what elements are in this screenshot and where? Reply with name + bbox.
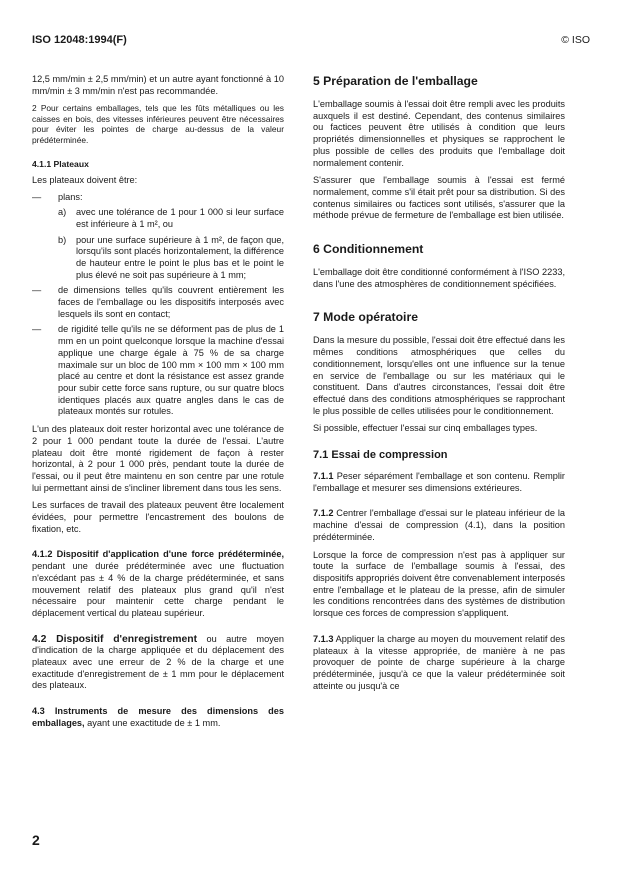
sub-item-b (58, 235, 284, 282)
list-item-text: de rigidité telle qu'ils ne se déforment pas de plus de 1 mm en un point quelconque lorsque la machine d'essai applique une charge égale à 75 % de sa charge maximale sur un bloc de 100 mm × 100 mm × 100 mm placé au centre et dont la résistance est assez grande pour subir cette force sans rupture, ou sur quatre blocs identiques placés aux quatre angles dans le cas de plateaux montés sur rotules. (58, 324, 284, 417)
clause-text: Centrer l'emballage d'essai sur le plateau inférieur de la machine d'essai de compression (4.1), dans la position prédéterminée. (313, 508, 565, 542)
clause-title: 4.2 Dispositif d'enregistrement (32, 633, 198, 645)
sub-item-text: avec une tolérance de 1 pour 1 000 si leur surface est inférieure à 1 m², ou (76, 207, 284, 229)
right-column (313, 74, 565, 698)
clause-text: ayant une exactitude de ± 1 mm. (84, 717, 221, 728)
clause-text: Appliquer la charge au moyen du mouvement relatif des plateaux à la vitesse appropriée, de manière à ne pas provoquer de pointe de charge supérieure à la charge prédéterminée, jusqu'à ce que la valeur prédéterminée soit atteinte ou jusqu'à ce (313, 633, 565, 691)
sub-item-text: pour une surface supérieure à 1 m², de façon que, lorsqu'ils sont placés horizontalement, la différence de hauteur entre le point le plus bas et le point le plus élevé ne soit pas supérieure à 1 mm; (76, 234, 284, 280)
paragraph-level: L'un des plateaux doit rester horizontal avec une tolérance de 2 pour 1 000 pendant toute la durée de l'essai. L'autre plateau doit être monté rigidement de façon à rester horizontal, à 2 pour 1 000 près, pendant toute la durée de l'essai, ou il peut être maintenu en son centre par une rotule lui permettant ainsi de s'incliner librement dans tous les sens. (32, 424, 284, 493)
clause-4-2 (32, 634, 284, 693)
left-column (32, 74, 284, 736)
list-item-text: plans: (58, 192, 83, 203)
standard-reference: ISO 12048:1994(F) (32, 34, 127, 46)
clause-number: 7.1.2 (313, 508, 334, 519)
sub-item-a (58, 207, 284, 230)
clause-title: 4.1.2 Dispositif d'application d'une force prédéterminée, (32, 549, 284, 560)
clause-text: pendant une durée prédéterminée avec une fluctuation n'excédant pas ± 4 % de la charge prédéterminée, et sans mouvement relatif des plateaux plus grand qu'il n'est nécessaire pour maintenir cette charge pendant le déplacement vertical du plateau supérieur. (32, 561, 284, 618)
heading-clause-5: 5 Préparation de l'emballage (313, 74, 478, 88)
paragraph-continued: 12,5 mm/min ± 2,5 mm/min) et un autre ayant fonctionné à 10 mm/min ± 3 mm/min n'est pas recommandée. (32, 74, 284, 96)
list-item (32, 285, 284, 320)
clause-7-1-2 (313, 508, 565, 543)
paragraph-7b: Si possible, effectuer l'essai sur cinq emballages types. (313, 423, 538, 434)
clause-text: Peser séparément l'emballage et son contenu. Remplir l'emballage et mesurer ses dimensions extérieures. (313, 471, 565, 493)
paragraph-7-1-2b: Lorsque la force de compression n'est pas à appliquer sur toute la surface de l'emballage soumis à l'essai, des dispositifs appropriés doivent être convenablement interposés entre l'emballage et le plateau de la presse, afin de simuler les conditions rencontrées dans des systèmes de distribution lorsque ces forces de compression s'appliquent. (313, 549, 565, 619)
clause-number: 7.1.3 (313, 633, 334, 644)
plateaux-intro: Les plateaux doivent être: (32, 174, 138, 185)
list-item-text: de dimensions telles qu'ils couvrent entièrement les faces de l'emballage ou les dispositifs interposés avec lesquels ils sont en contact; (58, 285, 284, 319)
copyright-mark: © ISO (561, 34, 590, 46)
heading-7-1: 7.1 Essai de compression (313, 449, 448, 462)
plateaux-requirements-list (32, 192, 284, 418)
clause-number: 7.1.1 (313, 471, 334, 482)
paragraph-surfaces: Les surfaces de travail des plateaux peuvent être localement évidées, pour permettre l'encastrement des boulons de fixation, etc. (32, 500, 284, 534)
dash-marker: — (32, 324, 42, 335)
clause-4-1-2 (32, 549, 284, 619)
clause-title: 4.3 Instruments de mesure des dimensions des emballages, (32, 706, 284, 728)
dash-marker: — (32, 192, 42, 203)
paragraph-5a: L'emballage soumis à l'essai doit être rempli avec les produits auxquels il est destiné. Cependant, des contenus similaires ou factices peuvent être utilisés à condition que leurs propriétés dimensionnelles et physiques se rapprochent le plus possible de celles des produits que l'emballage doit normalement contenir. (313, 99, 565, 168)
clause-4-3 (32, 706, 284, 729)
sub-item-marker: a) (58, 207, 67, 218)
paragraph-5b: S'assurer que l'emballage soumis à l'essai est fermé normalement, comme s'il était prêt pour sa distribution. Si des contenus similaires ou factices sont utilisés, s'assurer que la méthode prévue de fermeture de l'emballage est bien utilisée. (313, 175, 565, 221)
note-2: 2 Pour certains emballages, tels que les fûts métalliques ou les caisses en bois, des vitesses inférieures peuvent être nécessaires pour éviter les pointes de charge au-dessus de la valeur prédéterminée. (32, 103, 284, 145)
list-item (32, 324, 284, 418)
clause-text: ou autre moyen d'indication de la charge appliquée et du déplacement des plateaux avec une erreur de 2 % de la charge et une exactitude d'enregistrement de ± 1 mm pour le déplacement des plateaux. (32, 633, 284, 691)
heading-clause-6: 6 Conditionnement (313, 242, 424, 257)
list-item (32, 192, 284, 281)
paragraph-6: L'emballage doit être conditionné conformément à l'ISO 2233, dans l'une des atmosphères de conditionnement spécifiées. (313, 267, 565, 289)
heading-clause-7: 7 Mode opératoire (313, 310, 418, 325)
clause-7-1-3 (313, 634, 565, 693)
clause-7-1-1 (313, 471, 565, 494)
dash-marker: — (32, 285, 42, 296)
sub-item-marker: b) (58, 234, 67, 245)
page-number: 2 (32, 832, 40, 848)
heading-4-1-1: 4.1.1 Plateaux (32, 159, 89, 170)
paragraph-7a: Dans la mesure du possible, l'essai doit être effectué dans les mêmes conditions atmosphériques que celles du conditionnement, lorsqu'elles ont une influence sur la tenue en service de l'emballage ou sur les matériaux qui le constituent. Dans d'autres circonstances, l'essai doit être effectué dans des conditions atmosphériques se rapprochant le plus possible de celles utilisées pour le conditionnement. (313, 335, 565, 416)
page-header (32, 34, 590, 50)
